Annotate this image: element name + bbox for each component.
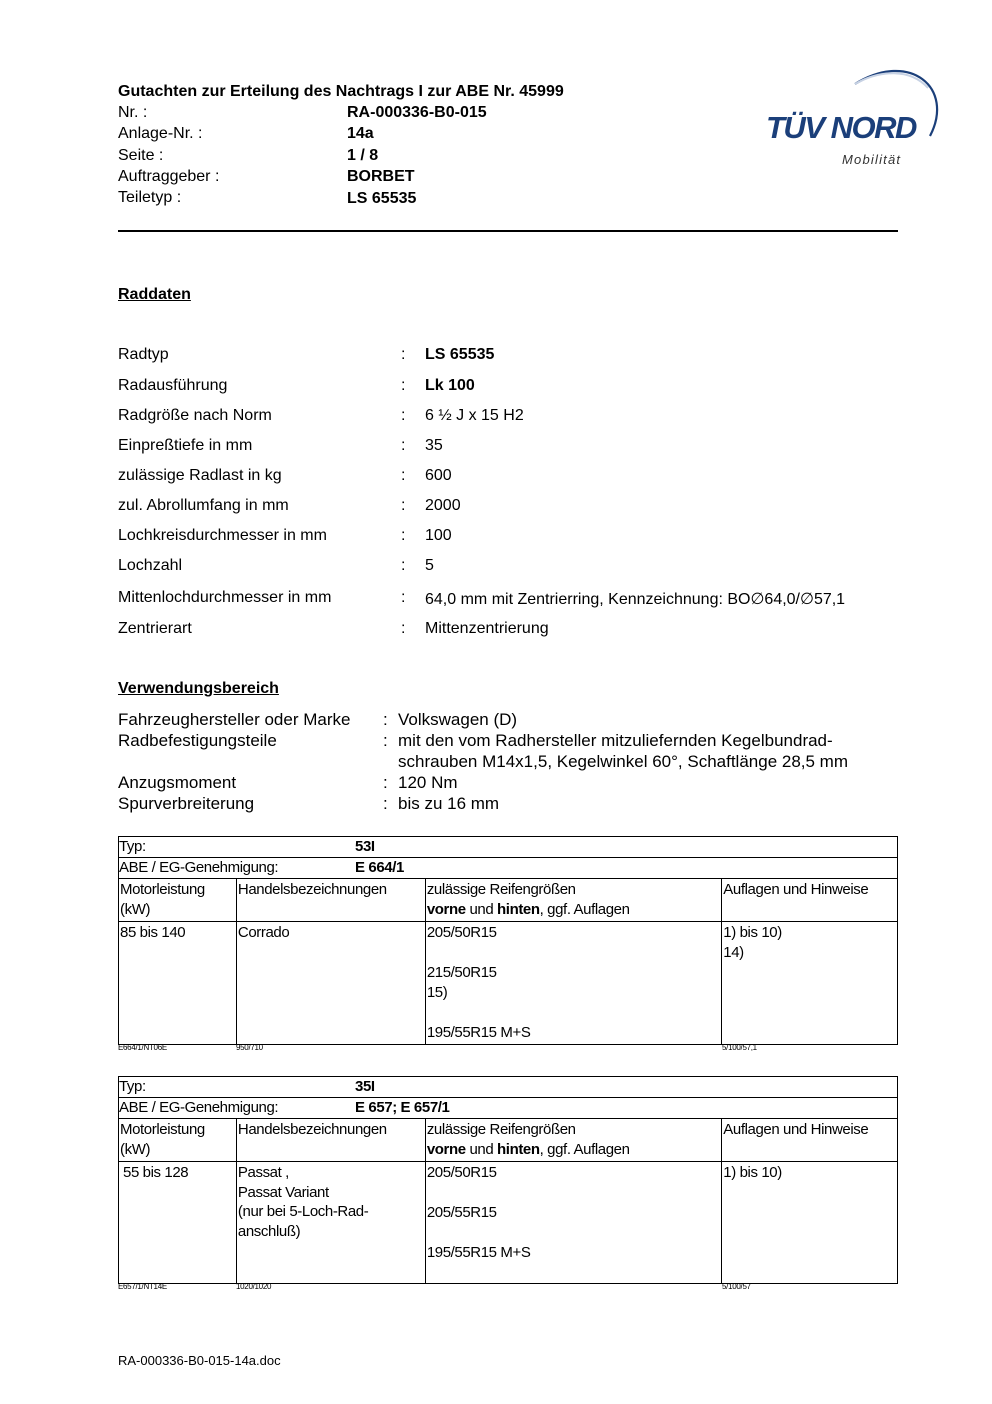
typ-label: Typ:	[119, 1078, 146, 1095]
logo-subtitle: Mobilität	[842, 152, 902, 167]
reifen-line: 15)	[426, 984, 448, 1001]
raddaten-value: 100	[425, 527, 452, 544]
hersteller-value: Volkswagen (D)	[398, 710, 518, 729]
hersteller-label: Fahrzeughersteller oder Marke	[118, 710, 351, 729]
header-label-auftraggeber: Auftraggeber :	[118, 168, 220, 185]
raddaten-colon: :	[401, 467, 406, 484]
col-auflagen: Auflagen und Hinweise	[722, 879, 898, 922]
abe-label: ABE / EG-Genehmigung:	[119, 859, 279, 876]
typ-value: 35I	[355, 1078, 375, 1095]
raddaten-value: 5	[425, 557, 434, 574]
raddaten-colon: :	[401, 527, 406, 544]
document-footer: RA-000336-B0-015-14a.doc	[118, 1353, 281, 1368]
reifen-line: 205/50R15	[426, 924, 497, 941]
table-code-left: E657/1/NT14E	[118, 1282, 167, 1291]
raddaten-value: 64,0 mm mit Zentrierring, Kennzeichnung: BO∅64,0/∅57,1	[425, 591, 846, 608]
verwendung-colon: :	[383, 773, 388, 792]
raddaten-value: Lk 100	[425, 377, 475, 394]
reifen-line: 205/50R15	[426, 1164, 497, 1181]
header-value-seite: 1 / 8	[347, 147, 379, 164]
raddaten-label: Zentrierart	[118, 620, 192, 637]
raddaten-colon: :	[401, 407, 406, 424]
befestigung-label: Radbefestigungsteile	[118, 731, 277, 750]
vehicle-table	[118, 1076, 898, 1284]
col-reifen-line2: vorne und hinten, ggf. Auflagen	[426, 901, 630, 918]
raddaten-colon: :	[401, 589, 406, 606]
reifen-line	[427, 1183, 720, 1203]
handel-line: Passat ,	[237, 1164, 289, 1181]
raddaten-label: Mittenlochdurchmesser in mm	[118, 589, 332, 606]
header-value-auftraggeber: BORBET	[347, 168, 415, 185]
table-abe-row	[119, 1098, 898, 1119]
auflagen-line: 14)	[723, 944, 744, 961]
table-header-row	[119, 879, 898, 922]
col-auflagen: Auflagen und Hinweise	[722, 1119, 898, 1162]
raddaten-label: zulässige Radlast in kg	[118, 467, 282, 484]
table-header-row	[119, 1119, 898, 1162]
reifen-line	[427, 1223, 720, 1243]
header-divider	[118, 230, 898, 232]
raddaten-heading: Raddaten	[118, 286, 191, 303]
table-abe-row	[119, 858, 898, 879]
table-typ-row	[119, 1077, 898, 1098]
handel-line: (nur bei 5-Loch-Rad-	[237, 1203, 369, 1220]
handel-line: Corrado	[237, 924, 290, 941]
tuv-nord-logo	[760, 58, 945, 173]
reifen-line: 195/55R15 M+S	[426, 1244, 531, 1261]
col-handel: Handelsbezeichnungen	[236, 1119, 425, 1162]
raddaten-label: Lochzahl	[118, 557, 183, 574]
logo-wordmark: TÜV NORD	[766, 110, 916, 145]
raddaten-label: Einpreßtiefe in mm	[118, 437, 253, 454]
typ-label: Typ:	[119, 838, 146, 855]
raddaten-colon: :	[401, 497, 406, 514]
table-code-right: 5/100/57	[722, 1282, 751, 1291]
header-label-seite: Seite :	[118, 147, 164, 164]
col-handel: Handelsbezeichnungen	[236, 879, 425, 922]
raddaten-label: zul. Abrollumfang in mm	[118, 497, 289, 514]
col-reifen-line1: zulässige Reifengrößen	[426, 881, 576, 898]
auflagen-line: 1) bis 10)	[723, 924, 782, 941]
verwendung-colon: :	[383, 710, 388, 729]
table-row	[119, 1162, 898, 1284]
raddaten-value: 2000	[425, 497, 461, 514]
typ-value: 53I	[355, 838, 375, 855]
reifen-line: 205/55R15	[426, 1204, 497, 1221]
raddaten-value: 6 ½ J x 15 H2	[425, 407, 524, 424]
befestigung-value-line2: schrauben M14x1,5, Kegelwinkel 60°, Schaftlänge 28,5 mm	[398, 752, 849, 771]
col-motor-line2: (kW)	[120, 901, 151, 918]
raddaten-colon: :	[401, 377, 406, 394]
col-reifen-line1: zulässige Reifengrößen	[426, 1121, 576, 1138]
header-value-teiletyp: LS 65535	[347, 190, 417, 207]
raddaten-value: 35	[425, 437, 443, 454]
table-code-mid: 950/710	[236, 1043, 263, 1052]
col-motor-line1: Motorleistung	[120, 1121, 205, 1138]
table-code-right: 5/100/57,1	[722, 1043, 757, 1052]
handel-line: Passat Variant	[237, 1183, 329, 1201]
auflagen-line: 1) bis 10)	[723, 1164, 782, 1181]
spur-value: bis zu 16 mm	[398, 794, 500, 813]
header-value-nr: RA-000336-B0-015	[347, 104, 487, 121]
motor-cell: 55 bis 128	[119, 1162, 237, 1284]
abe-value: E 664/1	[355, 859, 404, 876]
reifen-line: 195/55R15 M+S	[426, 1024, 531, 1041]
col-motor-line1: Motorleistung	[120, 881, 205, 898]
raddaten-value: Mittenzentrierung	[425, 620, 549, 637]
raddaten-label: Lochkreisdurchmesser in mm	[118, 527, 327, 544]
spur-label: Spurverbreiterung	[118, 794, 255, 813]
verwendung-colon: :	[383, 731, 388, 750]
document-title: Gutachten zur Erteilung des Nachtrags I zur ABE Nr. 45999	[118, 83, 564, 100]
header-label-teiletyp: Teiletyp :	[118, 189, 182, 206]
table-code-mid: 1020/1020	[236, 1282, 272, 1291]
raddaten-label: Radgröße nach Norm	[118, 407, 272, 424]
table-typ-row	[119, 837, 898, 858]
col-reifen-line2: vorne und hinten, ggf. Auflagen	[426, 1141, 630, 1158]
befestigung-value-line1: mit den vom Radhersteller mitzuliefernden Kegelbundrad-	[398, 731, 833, 750]
raddaten-colon: :	[401, 437, 406, 454]
reifen-line: 215/50R15	[426, 964, 497, 981]
table-code-left: E664/1/NT06E	[118, 1043, 167, 1052]
raddaten-value: 600	[425, 467, 452, 484]
col-motor-line2: (kW)	[120, 1141, 151, 1158]
header-label-nr: Nr. :	[118, 104, 148, 121]
verwendung-colon: :	[383, 794, 388, 813]
handel-line: anschluß)	[237, 1222, 301, 1240]
verwendung-heading: Verwendungsbereich	[118, 680, 279, 697]
raddaten-label: Radausführung	[118, 377, 228, 394]
anzug-value: 120 Nm	[398, 773, 458, 792]
raddaten-colon: :	[401, 620, 406, 637]
raddaten-label: Radtyp	[118, 346, 169, 363]
header-value-anlage: 14a	[347, 125, 374, 142]
motor-cell: 85 bis 140	[119, 922, 237, 1045]
vehicle-table	[118, 836, 898, 1045]
anzug-label: Anzugsmoment	[118, 773, 237, 792]
raddaten-value: LS 65535	[425, 346, 495, 363]
reifen-line	[427, 943, 720, 963]
table-row	[119, 922, 898, 1045]
reifen-line	[427, 1003, 720, 1023]
raddaten-colon: :	[401, 346, 406, 363]
raddaten-colon: :	[401, 557, 406, 574]
abe-value: E 657; E 657/1	[355, 1099, 450, 1116]
header-label-anlage: Anlage-Nr. :	[118, 125, 203, 142]
abe-label: ABE / EG-Genehmigung:	[119, 1099, 279, 1116]
